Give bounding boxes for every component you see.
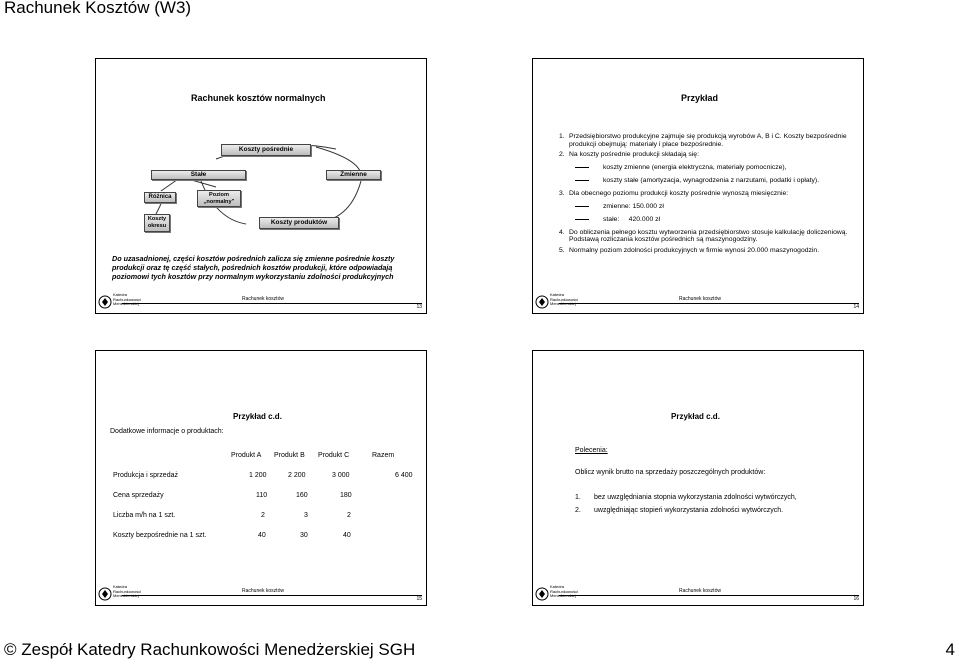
slide-title: Przykład c.d. — [233, 412, 282, 421]
slide-title: Przykład c.d. — [671, 412, 720, 421]
slide-title: Rachunek kosztów normalnych — [191, 93, 326, 103]
slide-number: 13 — [416, 304, 422, 310]
org-line-3: Menedżerskiej — [550, 301, 576, 306]
list-item: 5. Normalny poziom zdolności produkcyjnych w firmie wynosi 20.000 maszynogodzin. — [559, 246, 820, 254]
page-number: 4 — [945, 640, 955, 659]
cell-value: 2 200 — [288, 472, 306, 479]
slide-14 — [532, 58, 864, 314]
list-item: 1. Przedsiębiorstwo produkcyjne zajmuje się produkcją wyrobów A, B i C. Koszty bezpośrednie produkcji obejmują: materiały i płace bezpośrednie. — [559, 133, 847, 148]
footer-center-label: Rachunek kosztów — [679, 588, 721, 594]
column-header: Produkt A — [231, 452, 262, 459]
slide-title: Przykład — [681, 93, 719, 103]
commands-label: Polecenia: — [575, 447, 608, 454]
logo-icon — [98, 295, 112, 309]
sub-item: zmienne: 150.000 zł — [603, 203, 865, 211]
diagram-box-variable: Zmienne — [326, 170, 381, 180]
sub-item: koszty stałe (amortyzacja, wynagrodzenia z narzutami, podatki i opłaty). — [603, 177, 865, 185]
row-label: Liczba m/h na 1 szt. — [113, 512, 176, 519]
cell-value: 110 — [256, 492, 268, 499]
list-item: 4. Do obliczenia pełnego kosztu wytworzenia przedsiębiorstwo stosuje kalkulację doliczeniową. Podstawą rozliczania kosztów pośrednich są maszynogodziny. — [559, 228, 848, 244]
row-label: Cena sprzedaży — [113, 492, 164, 499]
footer-divider — [122, 595, 422, 596]
sub-item: koszty zmienne (energia elektryczna, materiały pomocnicze), — [603, 164, 865, 172]
task-item: uwzględniając stopień wykorzystania zdolności wytwórczych. — [594, 507, 784, 514]
row-label: Koszty bezpośrednie na 1 szt. — [113, 532, 207, 539]
cell-value: 3 — [304, 512, 308, 519]
logo-icon — [535, 587, 549, 601]
org-line-2: Rachunkowości — [113, 296, 142, 302]
cell-value: 40 — [258, 532, 266, 539]
slide-13 — [95, 58, 427, 314]
cell-value: 30 — [300, 532, 308, 539]
list-item: 3. Dla obecnego poziomu produkcji koszty pośrednie wynoszą miesięcznie: — [559, 189, 789, 197]
slide-16 — [532, 350, 864, 606]
diagram-box-normal-level: Poziom „normalny” — [197, 190, 241, 207]
logo-icon — [98, 587, 112, 601]
slide-number: 14 — [853, 304, 859, 310]
slide-15 — [95, 350, 427, 606]
footer-center-label: Rachunek kosztów — [679, 296, 721, 302]
org-line-2: Rachunkowości — [550, 588, 579, 594]
slide-footer — [96, 585, 426, 605]
diagram-box-indirect-costs: Koszty pośrednie — [221, 144, 311, 156]
cell-value: 3 000 — [332, 472, 350, 479]
list-item: 2. Na koszty pośrednie produkcji składają się: — [559, 151, 699, 159]
column-header: Razem — [372, 452, 395, 459]
document-title: Rachunek Kosztów (W3) — [4, 0, 192, 17]
slide-footer — [96, 293, 426, 313]
org-line-3: Menedżerskiej — [113, 301, 139, 306]
diagram-box-period-costs: Koszty okresu — [144, 214, 170, 232]
footer-center-label: Rachunek kosztów — [242, 296, 284, 302]
slide-number: 15 — [416, 596, 422, 602]
slide-footer — [533, 585, 863, 605]
org-line-1: Katedra — [550, 292, 565, 297]
logo-icon — [535, 295, 549, 309]
footer-divider — [559, 595, 859, 596]
cell-value: 2 — [347, 512, 351, 519]
example-list — [559, 133, 865, 255]
footer-divider — [559, 303, 859, 304]
org-line-1: Katedra — [550, 584, 565, 589]
footer-divider — [122, 303, 422, 304]
slide-caption: Do uzasadnionej, części kosztów pośrednich zalicza się zmienne pośrednie koszty produkcji oraz tę część stałych, pośrednich kosztów produkcji, które odpowiadają poziomowi tych kosztów przy normalnym wykorzystaniu zdolności produkcyjnych — [112, 254, 395, 281]
slide-number: 16 — [853, 596, 859, 602]
table-intro: Dodatkowe informacje o produktach: — [110, 428, 224, 435]
diagram-box-fixed: Stałe — [151, 170, 246, 180]
cell-value: 6 400 — [395, 472, 413, 479]
cell-value: 2 — [261, 512, 265, 519]
task-text: Oblicz wynik brutto na sprzedaży poszczególnych produktów: — [575, 469, 766, 476]
org-line-2: Rachunkowości — [550, 296, 579, 302]
org-line-1: Katedra — [113, 292, 128, 297]
org-line-2: Rachunkowości — [113, 588, 142, 594]
sub-item: stałe: 420.000 zł — [603, 216, 865, 224]
document-footer: © Zespół Katedry Rachunkowości Menedżerskiej SGH — [4, 640, 416, 659]
cell-value: 40 — [343, 532, 351, 539]
task-item-number: 2. — [575, 507, 581, 514]
task-item: bez uwzględniania stopnia wykorzystania zdolności wytwórczych, — [594, 494, 797, 501]
org-line-1: Katedra — [113, 584, 128, 589]
diagram-box-difference: Różnica — [144, 192, 176, 203]
cell-value: 1 200 — [249, 472, 267, 479]
footer-center-label: Rachunek kosztów — [242, 588, 284, 594]
column-header: Produkt B — [274, 452, 305, 459]
slide-footer — [533, 293, 863, 313]
column-header: Produkt C — [318, 452, 350, 459]
cell-value: 180 — [340, 492, 352, 499]
cell-value: 160 — [296, 492, 308, 499]
task-item-number: 1. — [575, 494, 581, 501]
diagram-box-product-costs: Koszty produktów — [259, 217, 339, 229]
org-line-3: Menedżerskiej — [550, 593, 576, 598]
org-line-3: Menedżerskiej — [113, 593, 139, 598]
row-label: Produkcja i sprzedaż — [113, 472, 178, 479]
